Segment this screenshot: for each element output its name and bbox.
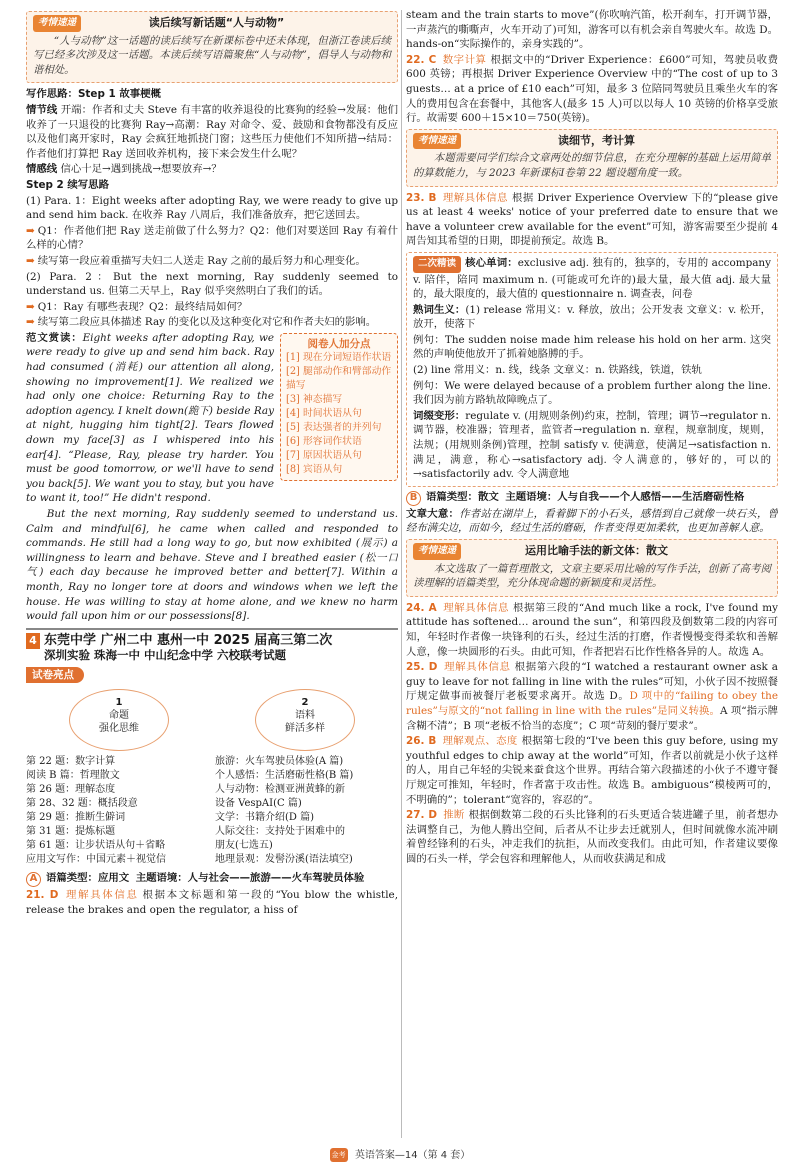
step2-heading: Step 2 续写思路 xyxy=(26,178,109,191)
bonus-item: [6] 形容词作状语 xyxy=(286,436,362,448)
model-essay-p2: But the next morning, Ray suddenly seemed to understand us. Calm and mindful[6], he came when called and responded to commands. He still had a long way to go, but now exhibited (展示) a willingness to learn and behave. Steve and I breathed easier (松一口气) each day because he improved better and better[7]. Within a month, Ray no longer tore at doors and windows when we left the house. He was willing to stay at home alone, and we knew no harm would fall upon him or our possessions[8]. xyxy=(26,508,398,623)
plot-line: 情节线 开端：作者和丈夫 Steve 有丰富的收养退役的比赛狗的经验→发展：他们收养了一只退役的比赛狗 Ray→高潮：Ray 对命令、爱、鼓励和食物都没有反应以及他们离开家时，Ray 会疯狂地抓挠门窗；这些压力使他们不知所措→结局：作者他们打算把 Ray 送回收养机构，接下来会发生什么呢？ xyxy=(26,103,398,160)
para1-prompt: (1) Para. 1：Eight weeks after adopting Ray, we were ready to give up and send him back. 在收养 Ray 八周后，我们准备放弃，把它送回去。 xyxy=(26,194,398,222)
exam-tip-title: 读后续写新话题“人与动物” xyxy=(148,16,285,29)
plot-text: 开端：作者和丈夫 Steve 有丰富的收养退役的比赛狗的经验→发展：他们收养了一只退役的比赛狗 Ray→高潮：Ray 对命令、爱、鼓励和食物都没有反应以及他们离开家时，Ray 会疯狂地抓挠门窗；这些压力使他们不知所措→结局：作者他们打算把 Ray 送回收养机构，接下来会发生什么呢？ xyxy=(26,103,398,160)
para1-questions: ➡ Q1：作者他们把 Ray 送走前做了什么努力？Q2：他们对要送回 Ray 有着什么样的心情？ xyxy=(26,224,398,252)
bonus-item: [8] 宾语从句 xyxy=(286,464,343,476)
answer-24: 24. A 理解具体信息 根据第三段的“And much like a rock, I've found my attitude has softened… around the sun”，和第四段及倒数第二段的内容可知，年轻时作者像一块锋利的石头，经过生活的打磨，作者慢慢变得柔软和善解人意，像一块圆形的石头。由此可知，作者把岩石比作性格各异的人。故选 A。 xyxy=(406,601,778,658)
bonus-item: [1] 现在分词短语作状语 xyxy=(286,352,392,364)
example-1: 例句：The sudden noise made him release his hold on her arm. 这突然的声响使他放开了抓着她胳膊的手。 xyxy=(413,333,771,361)
exam-title-line1: 东莞中学 广州二中 惠州一中 2025 届高三第二次 xyxy=(44,632,333,648)
highlight-grid: 第 22 题：数字计算 旅游：火车驾驶员体验(A 篇) 阅读 B 篇：哲理散文 个人感悟：生活磨砺性格(B 篇) 第 26 题：理解态度 人与动物：检测亚洲黄蜂的新 第 28、32 题：概括段意 设备 VespAI(C 篇) 第 29 题：推断生僻词 文学：书籍介绍(D 篇) 第 31 题：提炼标题 人际交往：支持处于困难中的 第 61 题：让步状语从句＋省略 朋友(七选五) 应用文写作：中国元素＋视觉信 地理景观：发髻汾溪(语法填空) xyxy=(26,756,354,866)
exam-tip-title: 读细节，考计算 xyxy=(558,133,635,147)
vocab-tag: 二次精读 xyxy=(413,256,461,273)
emotion-line: 情感线 信心十足→遇到挑战→想要放弃→？ xyxy=(26,163,222,176)
answer-27: 27. D 推断 根据倒数第二段的石头比锋利的石头更适合装进罐子里，前者想办法调整自己，为他人腾出空间，后者从不让步去迁就别人，但时间就像水流冲刷着曾经锋利的石头，冲走我们的抗拒，从而改变我们。由此可知，作者建议要像圆的石头一样，学会包容和理解他人，从而收获满足和成 xyxy=(406,809,778,865)
exam-section xyxy=(26,628,398,918)
answer-21: 21. D 理解具体信息 根据本文标题和第一段的“You blow the whistle, release the brakes and open the regulator, a hiss of xyxy=(26,889,398,916)
exam-tip-body: “人与动物”这一话题的读后续写在新课标卷中还未体现，但浙江卷读后续写已经多次涉及这一话题。本读后续写语篇聚焦“人与动物”，倡导人与动物和谐相处。 xyxy=(33,34,391,76)
exam-number: 4 xyxy=(26,633,40,649)
exam-title-line2: 深圳实验 珠海一中 中山纪念中学 六校联考试题 xyxy=(44,647,287,662)
bonus-item: [3] 神态描写 xyxy=(286,394,343,406)
word-sense: 熟词生义：(1) release 常用义：v. 释放，放出；公开发表 文章义：v. 松开，放开，使落下 xyxy=(413,303,772,331)
para2-prompt: (2) Para. 2：But the next morning, Ray suddenly seemed to understand us. 但第二天早上，Ray 似乎突然明白了我们的话。 xyxy=(26,270,398,298)
footer-text: 英语答案—14（第 4 套） xyxy=(354,1150,471,1161)
section-a-badge: A xyxy=(26,872,41,887)
step1-heading: 写作思路：Step 1 故事梗概 xyxy=(26,88,161,101)
answer-23: 23. B 理解具体信息 根据 Driver Experience Overview 下的“please give us at least 4 weeks' notice of your preferred date to ensure that we have a volunteer crew available for the event”可知，游客需要至少提前 4 周告知其希望的日期，即提前预定。故选 B。 xyxy=(406,191,778,248)
para2-tip: ➡ 续写第二段应具体描述 Ray 的变化以及这种变化对它和作者夫妇的影响。 xyxy=(26,316,377,329)
answer-21-continued: steam and the train starts to move”(你吹响汽笛，松开刹车，打开调节器，一声蒸汽的嘶嘶声，火车开动了)可知，游客可以有机会亲自驾驶火车。故选 D。hands-on“实际操作的，亲身实践的”。 xyxy=(406,9,778,51)
model-essay-p1: 范文赏读：Eight weeks after adopting Ray, we were ready to give up and send him back. Ray had consumed (消耗) our attention all along, showing no improvement[1]. We realized we had only one choice: Returning Ray to the adoption agency. I knelt down(跪下) beside Ray at night, hugging him tight[2]. Tears flowed down my face[3] as I whispered into his ear[4]. “Please, Ray, please try harder. You must be good tomorrow, or we'll have to send you back[5]. We want you to stay, but you have to want it, too!” He didn't respond. xyxy=(26,331,274,505)
exam-highlights-ribbon: 试卷亮点 xyxy=(26,667,84,684)
exam-tip-tag: 考情速递 xyxy=(413,133,461,150)
section-b-badge: B xyxy=(406,491,421,506)
page-footer xyxy=(0,1148,800,1173)
word-sense-2: (2) line 常用义：n. 线，线条 文章义：n. 铁路线，铁道，铁轨 xyxy=(413,364,702,377)
core-words: 二次精读 核心单词：exclusive adj. 独有的，独享的，专用的 accompany v. 陪伴，陪同 maximum n. (可能或可允许的)最大量，最大值 adj. 最大量的，最大限度的，最大值的 questionnaire n. 调查表，问卷 xyxy=(413,256,771,301)
section-b-header: B 语篇类型：散文 主题语境：人与自我——个人感悟——生活磨砺性格 xyxy=(406,490,778,506)
vocab-box xyxy=(406,252,778,487)
left-column xyxy=(26,8,398,1143)
section-a-header: A 语篇类型：应用文 主题语境：人与社会——旅游——火车驾驶员体验 xyxy=(26,871,398,887)
passage-gist: 文章大意：作者站在湖岸上，看着脚下的小石头，感悟到自己就像一块石头，曾经布满尖边，而如今，经过生活的磨砺，作者变得更加柔软，也更加善解人意。 xyxy=(406,507,778,535)
exam-tip-tag: 考情速递 xyxy=(33,15,81,32)
emotion-text: 信心十足→遇到挑战→想要放弃→？ xyxy=(60,163,222,176)
bonus-title: 阅卷人加分点 xyxy=(307,337,371,350)
exam-tip-box xyxy=(406,539,778,597)
arrow-icon: ➡ xyxy=(26,224,35,237)
exam-tip-box xyxy=(406,129,778,187)
highlight-circles xyxy=(26,689,398,751)
arrow-icon: ➡ xyxy=(26,254,35,267)
word-family: 词缀变形：regulate v. (用规则条例)约束，控制，管理；调节→regulator n. 调节器，校准器；管理者，监管者→regulation n. 章程，规章制度，规则，法规；(用规则条例)管理，控制 satisfy v. 使满意，使满足→satisfaction n. 满足，满意，称心→satisfactory adj. 令人满意的，够好的，可以的→satisfactorily adv. 令人满意地 xyxy=(413,409,771,481)
exam-tip-box xyxy=(26,11,398,83)
bonus-item: [5] 表达强者的并列句 xyxy=(286,422,382,434)
answer-25: 25. D 理解具体信息 根据第六段的“I watched a restaurant owner ask a guy to leave for not falling in line with the rules”可知，小伙子因不按照餐厅规定做事而被餐厅老板要求离开。故选 D。D 项中的“failing to obey the rules”与原文的“not falling in line with the rules”是同义转换。A 项“指示牌含糊不清”；B 项“老板不恰当的态度”；C 项“苛刻的餐厅要求”。 xyxy=(406,661,778,732)
para2-questions: ➡ Q1：Ray 有哪些表现？Q2：最终结局如何？ xyxy=(26,300,248,313)
column-divider xyxy=(401,10,402,1138)
para1-tip: ➡ 续写第一段应着重描写夫妇二人送走 Ray 之前的最后努力和心理变化。 xyxy=(26,254,366,267)
bonus-item: [4] 时间状语从句 xyxy=(286,408,362,420)
bonus-item: [7] 原因状语从句 xyxy=(286,450,362,462)
bonus-item: [2] 腿部动作和臂部动作描写 xyxy=(286,366,392,392)
answer-26: 26. B 理解观点、态度 根据第七段的“I've been this guy before, using my youthful edges to chip away at the world”可知，作者以前就是小伙子这样的人，用自己年轻的尖锐来蚕食这个世界。再结合第六段描述的小伙子不遵守餐厅规定可推知，年轻时，作者富于攻击性。故选 B。ambiguous“模棱两可的，不明确的”；tolerant“宽容的，容忍的”。 xyxy=(406,735,778,806)
answer-22: 22. C 数字计算 根据文中的“Driver Experience：£600”可知，驾驶员收费 600 英镑；再根据 Driver Experience Overview 中的“The cost of up to 3 guests… at a price of £10 each”可知，最多 3 位陪同驾驶员且乘坐火车的客人的费用包含在套餐中，其他客人(最多 15 人)可以以每人 10 英镑的价格享受旅行。故需要 600＋15×10＝750(英镑)。 xyxy=(406,53,778,125)
arrow-icon: ➡ xyxy=(26,300,35,313)
exam-tip-tag: 考情速递 xyxy=(413,543,461,560)
highlight-circle-2: 2 语料 鲜活多样 xyxy=(255,689,355,751)
highlight-circle-1: 1 命题 强化思维 xyxy=(69,689,169,751)
exam-tip-title: 运用比喻手法的新文体：散文 xyxy=(525,544,668,557)
exam-tip-body: 本文选取了一篇哲理散文，文章主要采用比喻的写作手法，创新了高考阅读理解的语篇类型，充分体现命题的新颖度和灵活性。 xyxy=(413,562,771,590)
example-2: 例句：We were delayed because of a problem further along the line. 我们因为前方路轨故障晚点了。 xyxy=(413,379,771,407)
grader-bonus-box xyxy=(280,333,398,482)
right-column xyxy=(406,8,778,1143)
publisher-logo-icon: 金考卷 xyxy=(330,1148,348,1162)
exam-tip-body: 本题需要同学们综合文章两处的细节信息，在充分理解的基础上运用简单的算数能力，与 2023 年新课标Ⅰ卷第 22 题设题角度一致。 xyxy=(413,152,771,179)
arrow-icon: ➡ xyxy=(26,316,35,329)
